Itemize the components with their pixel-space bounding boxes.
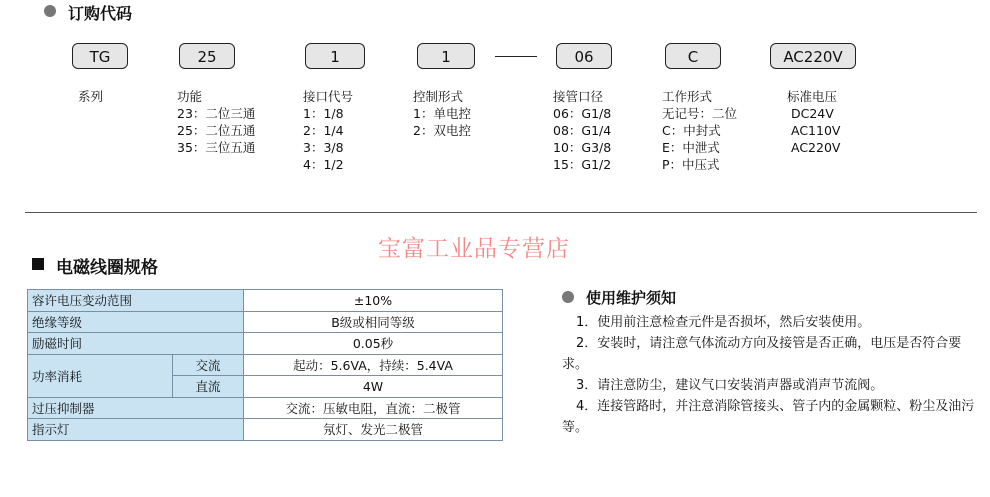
- column-item: 23：二位三通: [177, 106, 256, 121]
- row-value: 氖灯、发光二极管: [244, 419, 503, 441]
- bullet-square-icon: [32, 258, 44, 270]
- note-item: 4．连接管路时，并注意消除管接头、管子内的金属颗粒、粉尘及油污等。: [562, 399, 975, 435]
- row-value: 交流：压敏电阻，直流：二极管: [244, 397, 503, 419]
- column-item: E：中泄式: [662, 140, 720, 155]
- column-item: 25：二位五通: [177, 123, 256, 138]
- column-title: 标准电压: [787, 89, 838, 104]
- code-box-function: 25: [179, 43, 235, 69]
- row-value: 4W: [244, 376, 503, 398]
- column-series: [78, 88, 103, 105]
- maintenance-title: 使用维护须知: [586, 289, 677, 307]
- column-item: DC24V: [791, 106, 834, 121]
- column-item: 15：G1/2: [553, 157, 612, 172]
- row-label: 过压抑制器: [28, 397, 244, 419]
- column-item: C：中封式: [662, 123, 721, 138]
- row-label: 容许电压变动范围: [28, 290, 244, 312]
- column-voltage: [787, 88, 840, 156]
- column-item: 2：双电控: [413, 123, 471, 138]
- column-item: 2：1/4: [303, 123, 344, 138]
- column-item: P：中压式: [662, 157, 720, 172]
- code-box-series: TG: [72, 43, 128, 69]
- row-value: ±10%: [244, 290, 503, 312]
- column-title: 接口代号: [303, 89, 354, 104]
- column-item: 06：G1/8: [553, 106, 612, 121]
- code-box-pipe-size: 06: [556, 43, 612, 69]
- column-title: 系列: [78, 89, 104, 104]
- column-item: 1：1/8: [303, 106, 344, 121]
- row-sublabel: 直流: [173, 376, 244, 398]
- section-divider: [25, 212, 977, 213]
- column-control: [413, 88, 471, 139]
- column-item: AC220V: [791, 140, 841, 155]
- column-title: 工作形式: [662, 89, 713, 104]
- column-function: [177, 88, 255, 156]
- note-item: 1．使用前注意检查元件是否损坏，然后安装使用。: [576, 315, 871, 330]
- row-value: B级或相同等级: [244, 311, 503, 333]
- column-port-code: [303, 88, 353, 173]
- code-box-work-type: C: [665, 43, 721, 69]
- table-row: [28, 354, 503, 376]
- table-row: [28, 290, 503, 312]
- table-row: [28, 333, 503, 355]
- code-box-voltage: AC220V: [770, 43, 856, 69]
- bullet-dot-icon: [44, 5, 56, 17]
- column-pipe-size: [553, 88, 611, 173]
- table-row: [28, 397, 503, 419]
- code-box-port-code: 1: [305, 43, 365, 69]
- column-item: 08：G1/4: [553, 123, 612, 138]
- column-item: 35：三位五通: [177, 140, 256, 155]
- row-label: 绝缘等级: [28, 311, 244, 333]
- column-item: 4：1/2: [303, 157, 344, 172]
- column-item: 3：3/8: [303, 140, 344, 155]
- bullet-dot-icon: [562, 291, 574, 303]
- order-code-title: 订购代码: [68, 4, 133, 23]
- column-item: 1：单电控: [413, 106, 471, 121]
- column-work-type: [662, 88, 737, 173]
- row-label: 励磁时间: [28, 333, 244, 355]
- column-item: AC110V: [791, 123, 841, 138]
- coil-spec-title: 电磁线圈规格: [56, 258, 158, 278]
- column-title: 功能: [177, 89, 203, 104]
- code-box-control: 1: [417, 43, 475, 69]
- column-item: 无记号：二位: [662, 106, 738, 121]
- table-row: [28, 419, 503, 441]
- note-item: 3．请注意防尘，建议气口安装消声器或消声节流阀。: [576, 378, 884, 393]
- row-label: 指示灯: [28, 419, 244, 441]
- row-value: 0.05秒: [244, 333, 503, 355]
- maintenance-notes: [562, 312, 982, 438]
- row-label: 功率消耗: [28, 354, 173, 397]
- column-title: 控制形式: [413, 89, 464, 104]
- row-sublabel: 交流: [173, 354, 244, 376]
- coil-spec-table: [27, 289, 503, 441]
- table-row: [28, 311, 503, 333]
- code-separator-line: [495, 56, 537, 57]
- shop-watermark: 宝富工业品专营店: [378, 236, 570, 262]
- column-item: 10：G3/8: [553, 140, 612, 155]
- column-title: 接管口径: [553, 89, 604, 104]
- row-value: 起动：5.6VA，持续：5.4VA: [244, 354, 503, 376]
- note-item: 2．安装时，请注意气体流动方向及接管是否正确，电压是否符合要求。: [562, 336, 962, 372]
